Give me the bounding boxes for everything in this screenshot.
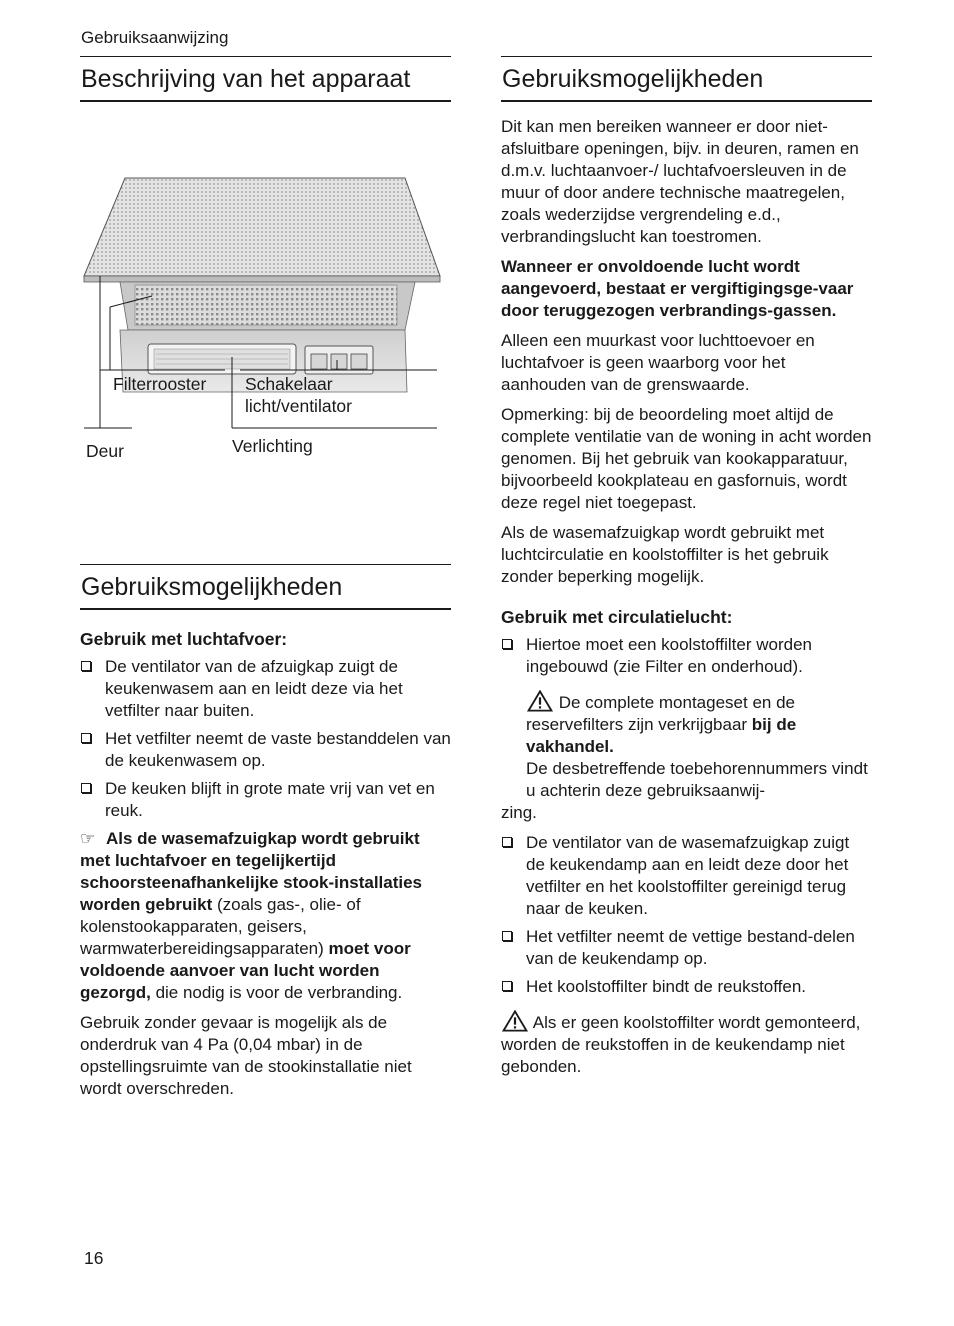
list-item-text: Het koolstoffilter bindt de reukstoffen. — [526, 977, 807, 996]
section-title-usage-right: Gebruiksmogelijkheden — [501, 56, 872, 102]
list-item — [501, 926, 872, 970]
checkbox-bullet-icon — [81, 733, 91, 743]
checkbox-bullet-icon — [81, 661, 91, 671]
warning-triangle-icon — [526, 690, 554, 712]
label-lighting: Verlichting — [232, 436, 313, 456]
list-item — [501, 634, 872, 678]
list-item — [80, 656, 451, 722]
warning1-text-c: zing. — [501, 803, 537, 822]
left-column — [80, 56, 451, 1108]
list-item-text: De ventilator van de afzuigkap zuigt de keukenwasem aan en leidt deze via het vetfilter naar buiten. — [105, 657, 403, 720]
label-switch — [245, 373, 352, 417]
list-item — [80, 728, 451, 772]
section-title-usage-left: Gebruiksmogelijkheden — [80, 564, 451, 610]
paragraph-combustion-air: Dit kan men bereiken wanneer er door niet-afsluitbare openingen, bijv. in deuren, ramen en d.m.v. luchtaanvoer-/ luchtafvoersleuven in de muur of door andere technische maatregelen, zoals wederzijdse vergrendeling e.d., verbrandingslucht kan toestromen. — [501, 117, 859, 246]
label-filter-grille: Filterrooster — [113, 374, 207, 394]
poison-warning-bold: Wanneer er onvoldoende lucht wordt aangevoerd, bestaat er vergiftigingsge-vaar door teruggezogen verbrandings-gassen. — [501, 257, 854, 320]
checkbox-bullet-icon — [502, 981, 512, 991]
appliance-diagram — [80, 102, 451, 470]
paragraph-remark: Opmerking: bij de beoordeling moet altijd de complete ventilatie van de woning in acht worden genomen. Bij het gebruik van kookapparatuur, bijvoorbeeld kookplateau en gasfornuis, wordt deze regel niet toegepast. — [501, 405, 872, 512]
recirculation-bullets-2 — [501, 832, 872, 998]
list-item — [501, 976, 872, 998]
label-switch-line1: Schakelaar — [245, 374, 333, 394]
list-item-text: Hiertoe moet een koolstoffilter worden ingebouwd (zie Filter en onderhoud). — [526, 635, 813, 676]
warning1-text-b: De desbetreffende toebehorennummers vindt u achterin deze gebruiksaanwij- — [526, 759, 868, 800]
paragraph-wall-box: Alleen een muurkast voor luchttoevoer en luchtafvoer is geen waarborg voor het aanhouden van de grenswaarde. — [501, 331, 815, 394]
note-bold-1: Als de wasemafzuigkap wordt gebruikt met luchtafvoer en tegelijkertijd schoorsteenafhankelijke stook-installaties worden gebruikt — [80, 829, 423, 914]
warning-no-carbon-filter — [501, 1010, 872, 1078]
list-item-text: De ventilator van de wasemafzuigkap zuigt de keukendamp aan en leidt deze door het vetfilter en het koolstoffilter gereinigd terug naar de keuken. — [526, 833, 850, 918]
note-paragraph — [80, 828, 451, 1004]
warning-triangle-icon — [501, 1010, 529, 1032]
warning1-text-a: De complete montageset en de reservefilters zijn verkrijgbaar — [526, 693, 795, 734]
exhaust-bullets — [80, 656, 451, 822]
paragraph-poison-warning — [501, 256, 872, 322]
checkbox-bullet-icon — [502, 639, 512, 649]
subhead-exhaust-air: Gebruik met luchtafvoer: — [80, 629, 288, 649]
list-item — [80, 778, 451, 822]
warning-accessories — [501, 690, 872, 802]
subhead-recirculation: Gebruik met circulatielucht: — [501, 607, 733, 627]
checkbox-bullet-icon — [502, 931, 512, 941]
checkbox-bullet-icon — [502, 837, 512, 847]
list-item-text: Het vetfilter neemt de vettige bestand-delen van de keukendamp op. — [526, 927, 855, 968]
running-header: Gebruiksaanwijzing — [81, 28, 229, 47]
warning1-bold: bij de vakhandel. — [526, 715, 797, 756]
label-door: Deur — [86, 441, 124, 461]
note-bold-2: moet voor voldoende aanvoer van lucht worden gezorgd, — [80, 939, 411, 1002]
safe-use-paragraph: Gebruik zonder gevaar is mogelijk als de onderdruk van 4 Pa (0,04 mbar) in de opstellingsruimte van de stookinstallatie niet wordt overschreden. — [80, 1013, 412, 1098]
page-number: 16 — [84, 1248, 104, 1268]
right-column — [501, 56, 872, 1086]
paragraph-recirculation: Als de wasemafzuigkap wordt gebruikt met luchtcirculatie en koolstoffilter is het gebruik zonder beperking mogelijk. — [501, 523, 829, 586]
checkbox-bullet-icon — [81, 783, 91, 793]
list-item — [501, 832, 872, 920]
note-normal-1: (zoals gas-, olie- of kolenstookapparaten, geisers, warmwaterbereidingsapparaten) — [80, 895, 361, 958]
recirculation-bullets-1 — [501, 634, 872, 678]
list-item-text: Het vetfilter neemt de vaste bestanddelen van de keukenwasem op. — [105, 729, 451, 770]
warning2-text: Als er geen koolstoffilter wordt gemonteerd, worden de reukstoffen in de keukendamp niet gebonden. — [501, 1013, 861, 1076]
pointing-hand-icon: ☞ — [80, 829, 96, 848]
section-title-device-description: Beschrijving van het apparaat — [80, 56, 451, 102]
list-item-text: De keuken blijft in grote mate vrij van vet en reuk. — [105, 779, 435, 820]
label-switch-line2: licht/ventilator — [245, 396, 352, 416]
note-normal-2: die nodig is voor de verbranding. — [150, 983, 403, 1002]
